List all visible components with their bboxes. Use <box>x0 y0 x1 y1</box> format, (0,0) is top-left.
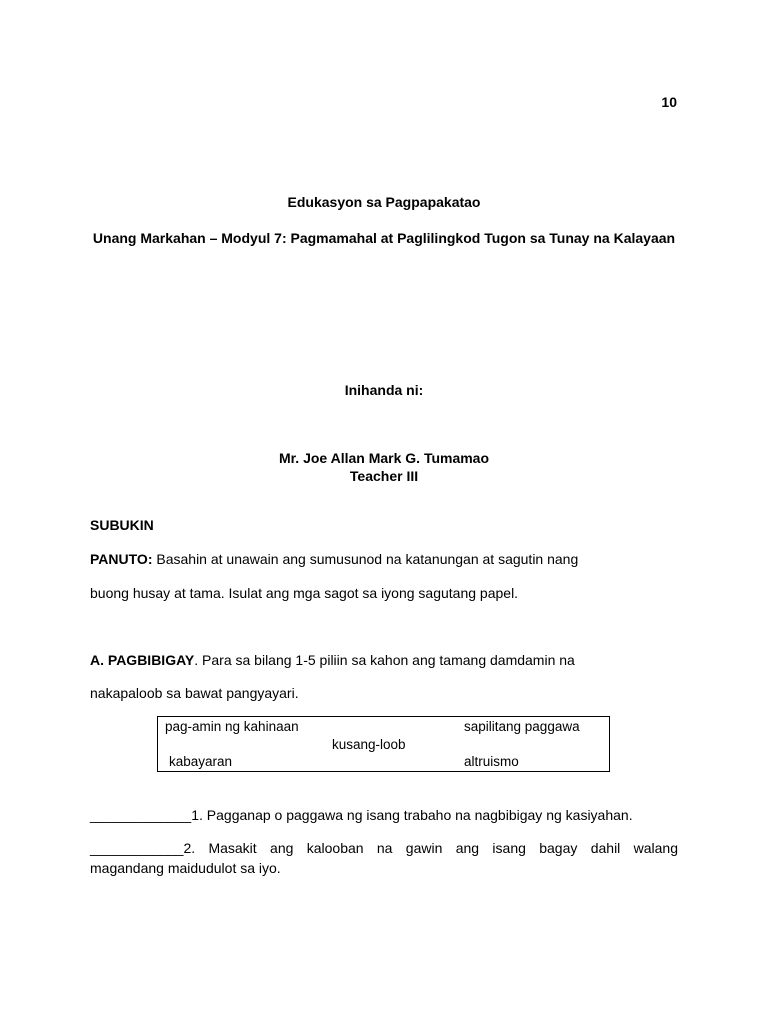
question-text: 2. Masakit ang kalooban na gawin ang isang bagay dahil walang <box>183 840 678 856</box>
question-item-2 <box>90 840 678 856</box>
choice-item: sapilitang paggawa <box>464 719 580 734</box>
section-a-label: A. PAGBIBIGAY <box>90 652 195 668</box>
section-a-line-2: nakapaloob sa bawat pangyayari. <box>90 685 299 701</box>
panuto-line-1 <box>90 551 678 567</box>
module-title: Edukasyon sa Pagpapakatao <box>287 194 481 210</box>
answer-blank: ____________ <box>90 840 184 856</box>
answer-blank: _____________ <box>90 807 192 823</box>
section-a-line-1 <box>90 652 678 668</box>
author-block <box>90 449 678 485</box>
subukin-heading: SUBUKIN <box>90 517 154 533</box>
choice-item: kusang-loob <box>332 737 406 752</box>
question-item-2-continued: magandang maidudulot sa iyo. <box>90 860 281 876</box>
author-position: Teacher III <box>349 468 419 484</box>
question-text: 1. Pagganap o paggawa ng isang trabaho na nagbibigay ng kasiyahan. <box>191 807 633 823</box>
panuto-text-1: Basahin at unawain ang sumusunod na katanungan at sagutin nang <box>152 551 579 567</box>
panuto-line-2: buong husay at tama. Isulat ang mga sagot sa iyong sagutang papel. <box>90 585 519 601</box>
question-item-1 <box>90 807 678 823</box>
section-a-text-1: . Para sa bilang 1-5 piliin sa kahon ang tamang damdamin na <box>194 652 575 668</box>
page-number: 10 <box>661 94 677 110</box>
choice-item: altruismo <box>464 754 519 769</box>
module-subtitle: Unang Markahan – Modyul 7: Pagmamahal at Paglilingkod Tugon sa Tunay na Kalayaan <box>92 230 676 246</box>
author-name: Mr. Joe Allan Mark G. Tumamao <box>278 450 490 466</box>
choices-box <box>157 716 610 772</box>
choice-item: kabayaran <box>169 754 233 769</box>
choice-item: pag-amin ng kahinaan <box>165 719 299 734</box>
prepared-by-label: Inihanda ni: <box>344 382 424 398</box>
panuto-label: PANUTO: <box>90 551 153 567</box>
